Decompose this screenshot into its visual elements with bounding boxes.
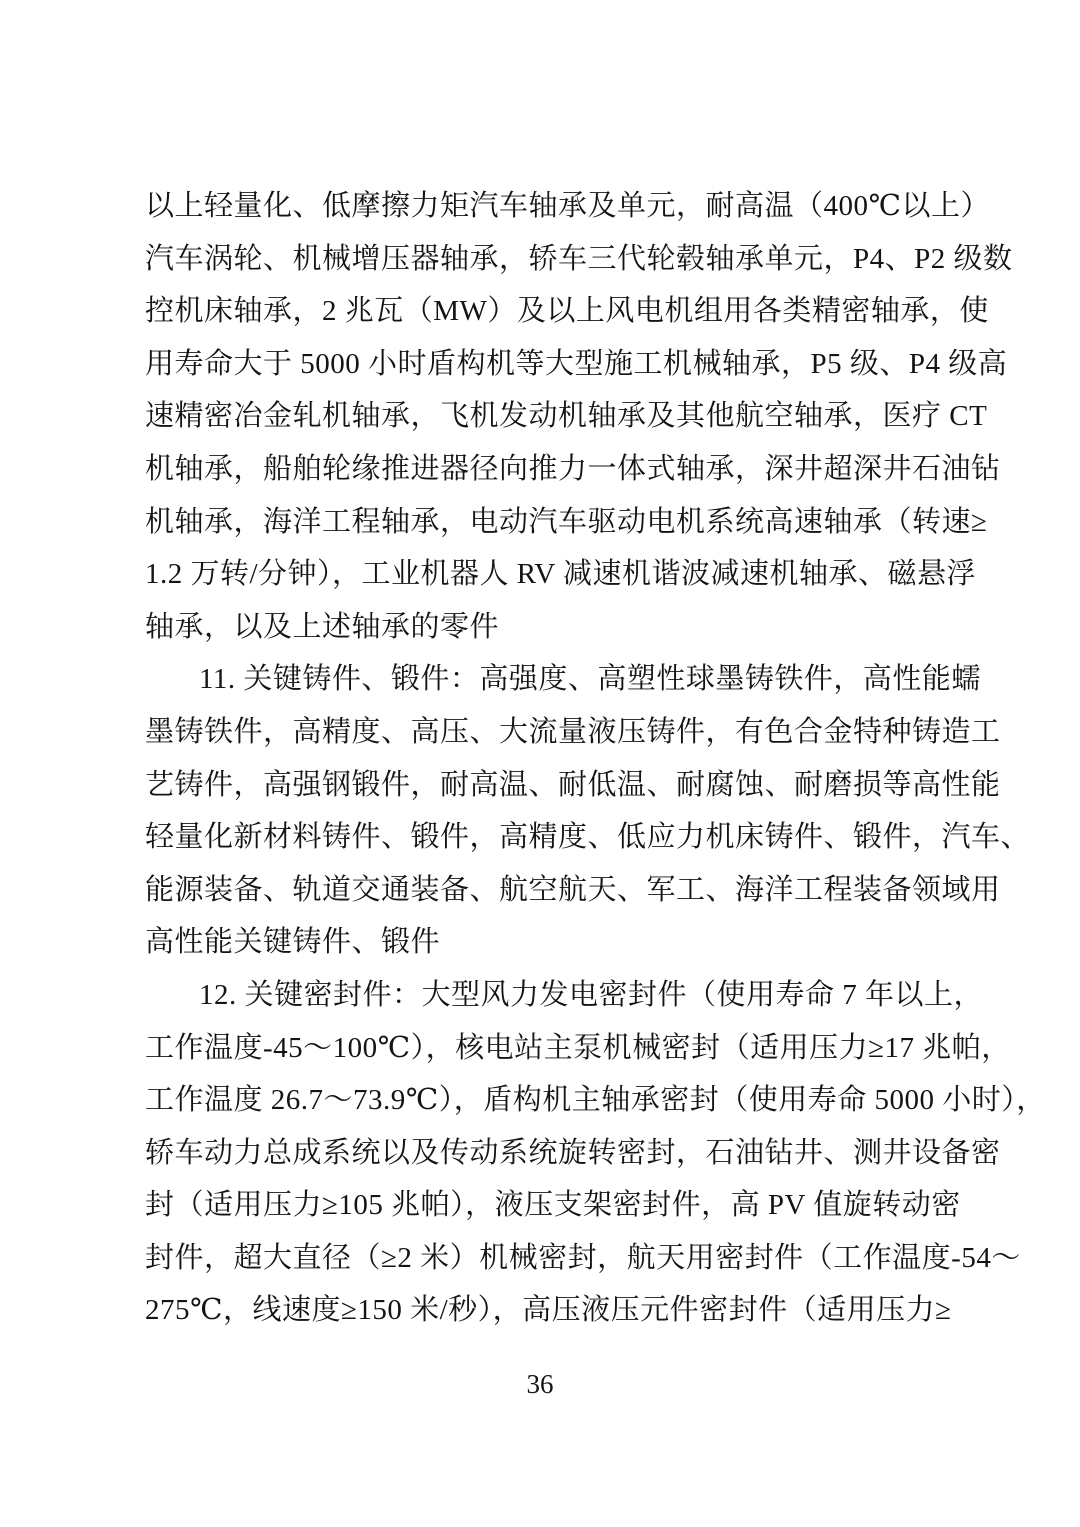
text-line: 速精密冶金轧机轴承，飞机发动机轴承及其他航空轴承，医疗 CT — [145, 400, 988, 433]
paragraph-bearings-continued — [145, 180, 1013, 653]
text-line: 封件，超大直径（≥2 米）机械密封，航天用密封件（工作温度-54～ — [145, 1241, 1021, 1274]
text-line: 墨铸铁件，高精度、高压、大流量液压铸件，有色合金特种铸造工 — [145, 715, 1001, 748]
text-line: 275℃，线速度≥150 米/秒），高压液压元件密封件（适用压力≥ — [145, 1294, 952, 1327]
text-line: 11. 关键铸件、锻件：高强度、高塑性球墨铸铁件，高性能蠕 — [199, 663, 981, 696]
text-line: 机轴承，海洋工程轴承，电动汽车驱动电机系统高速轴承（转速≥ — [145, 505, 988, 538]
text-line: 用寿命大于 5000 小时盾构机等大型施工机械轴承，P5 级、P4 级高 — [145, 347, 1008, 380]
paragraph-item-12-seals — [145, 969, 1046, 1337]
text-line: 1.2 万转/分钟），工业机器人 RV 减速机谐波减速机轴承、磁悬浮 — [145, 558, 976, 591]
page-number: 36 — [526, 1369, 554, 1399]
text-line: 以上轻量化、低摩擦力矩汽车轴承及单元，耐高温（400℃以上） — [145, 190, 990, 222]
text-block — [145, 180, 1046, 1337]
text-line: 工作温度-45～100℃），核电站主泵机械密封（适用压力≥17 兆帕， — [145, 1031, 1011, 1064]
text-line: 轴承，以及上述轴承的零件 — [145, 610, 500, 643]
text-line: 封（适用压力≥105 兆帕），液压支架密封件，高 PV 值旋转动密 — [145, 1189, 961, 1222]
text-line: 汽车涡轮、机械增压器轴承，轿车三代轮毂轴承单元，P4、P2 级数 — [145, 242, 1013, 275]
text-line: 轿车动力总成系统以及传动系统旋转密封，石油钻井、测井设备密 — [145, 1136, 1001, 1169]
text-line: 控机床轴承，2 兆瓦（MW）及以上风电机组用各类精密轴承，使 — [145, 295, 989, 328]
text-line: 轻量化新材料铸件、锻件，高精度、低应力机床铸件、锻件，汽车、 — [145, 821, 1031, 854]
text-line: 机轴承，船舶轮缘推进器径向推力一体式轴承，深井超深井石油钻 — [145, 452, 1001, 485]
text-line: 工作温度 26.7～73.9℃），盾构机主轴承密封（使用寿命 5000 小时）， — [145, 1084, 1046, 1117]
text-line: 高性能关键铸件、锻件 — [145, 926, 441, 959]
paragraph-item-11-castings-forgings — [145, 653, 1031, 969]
text-line: 艺铸件，高强钢锻件，耐高温、耐低温、耐腐蚀、耐磨损等高性能 — [145, 768, 1001, 801]
text-line: 12. 关键密封件：大型风力发电密封件（使用寿命 7 年以上， — [199, 978, 984, 1011]
text-line: 能源装备、轨道交通装备、航空航天、军工、海洋工程装备领域用 — [145, 873, 1001, 906]
